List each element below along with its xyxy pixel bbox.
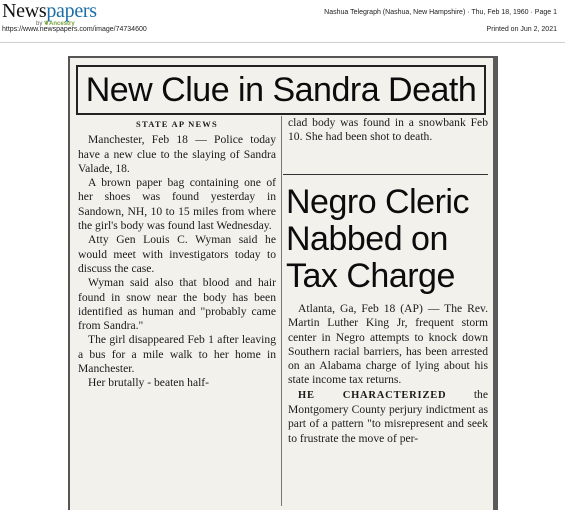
article-paragraph: A brown paper bag containing one of her shoes was found yesterday in Sandown, NH, 10 to 15 miles from where the girl's body was found last Wednesday. [78,176,276,233]
headline-line: Nabbed on [286,220,448,258]
article-paragraph: Wyman said also that blood and hair found in snow near the body has been identified as human and "probably came from Sandra." [78,276,276,333]
newspapers-logo[interactable] [2,1,97,27]
article-byline: STATE AP NEWS [136,119,218,129]
logo-by-text: by [36,21,43,27]
publication-info: Nashua Telegraph (Nashua, New Hampshire) · Thu, Feb 18, 1960 · Page 1 [324,9,557,16]
newspaper-clipping [68,56,493,510]
column-divider [281,116,282,506]
headline-sandra: New Clue in Sandra Death [76,65,486,115]
printed-date: Printed on Jun 2, 2021 [486,26,557,33]
article-paragraph: Atty Gen Louis C. Wyman said he would meet with investigators today to discuss the case. [78,233,276,275]
logo-wordmark: Newspapers [2,0,97,22]
logo-brand-text: Ancestry [49,21,75,27]
article-paragraph: The girl disappeared Feb 1 after leaving a bus for a mile walk to her home in Manchester. [78,333,276,376]
article-paragraph [288,388,488,446]
clipping-edge-shadow [493,56,498,510]
article-paragraph: Manchester, Feb 18 — Police today have a new clue to the slaying of Sandra Valade, 18. [78,133,276,175]
headline-line: Tax Charge [286,257,455,295]
article-separator [283,174,488,175]
headline-line: Negro Cleric [286,183,469,221]
paragraph-lead-in: HE CHARACTERIZED [298,389,447,401]
logo-accent-text: papers [46,0,97,22]
article-paragraph: Atlanta, Ga, Feb 18 (AP) — The Rev. Martin Luther King Jr, frequent storm center in Negro attempts to knock down Southern racial barriers, has been arrested on an Alabama charge of lying about his state income tax returns. [288,302,488,387]
article-sandra-continuation [288,116,488,145]
article-cleric-column [288,302,488,446]
article-paragraph: clad body was found in a snowbank Feb 10. She had been shot to death. [288,116,488,144]
paragraph-text: the Montgomery County perjury indictment as part of a pattern "to misrepresent and seek to frustrate the move of per- [288,387,488,445]
ancestry-leaf-icon: ❦ [44,21,50,27]
article-paragraph: Her brutally - beaten half- [88,376,210,390]
header-divider [0,42,565,43]
page-header [0,0,565,44]
article-sandra-column [78,116,276,391]
source-url[interactable]: https://www.newspapers.com/image/74734600 [2,26,147,33]
headline-cleric [286,184,486,295]
